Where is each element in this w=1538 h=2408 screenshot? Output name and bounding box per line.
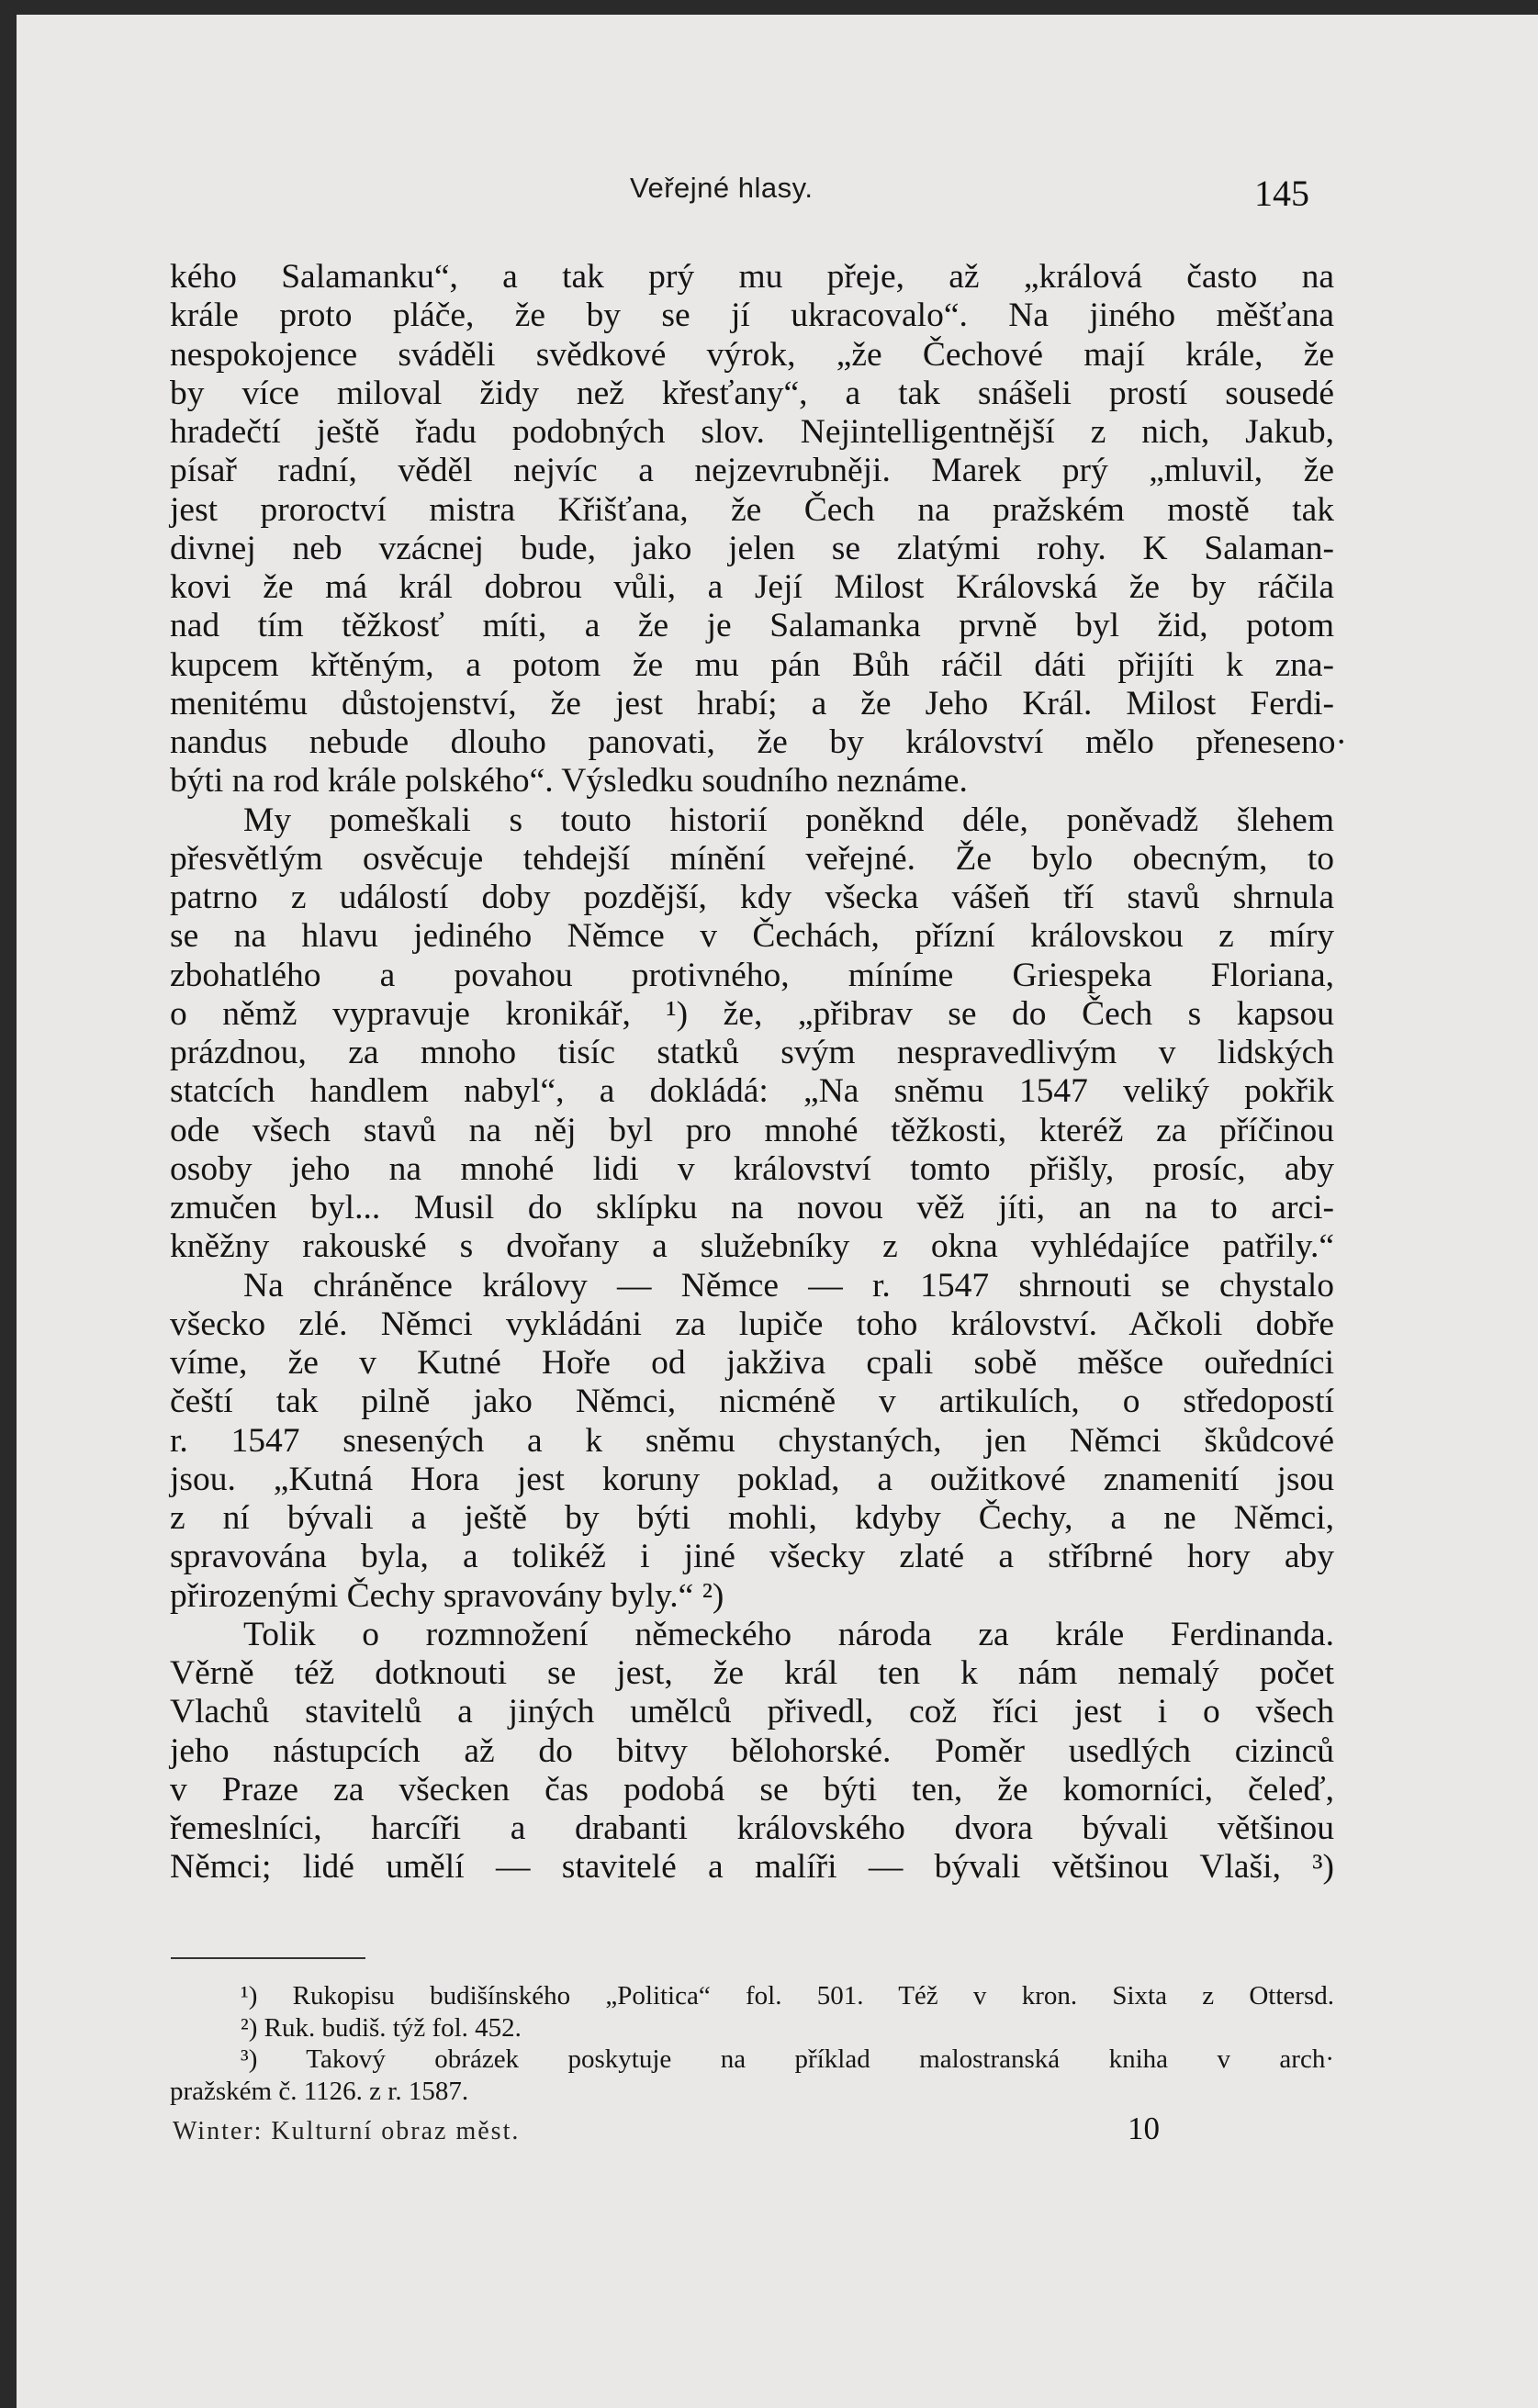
body-text <box>170 258 1347 1887</box>
text-line: všecko zlé. Němci vykládáni za lupiče toho království. Ačkoli dobře <box>170 1305 1334 1343</box>
text-line: spravována byla, a tolikéž i jiné všecky zlaté a stříbrné hory aby <box>170 1538 1334 1576</box>
footnote-continuation: pražském č. 1126. z r. 1587. <box>170 2076 469 2106</box>
text-line: statcích handlem nabyl“, a dokládá: „Na sněmu 1547 veliký pokřik <box>170 1072 1334 1111</box>
text-line: krále proto pláče, že by se jí ukracovalo“. Na jiného měšťana <box>170 297 1334 335</box>
text-line: ode všech stavů na něj byl pro mnohé těžkosti, kteréž za příčinou <box>170 1111 1334 1149</box>
text-line: kého Salamanku“, a tak prý mu přeje, až „králová často na <box>170 258 1334 296</box>
text-line: Němci; lidé umělí — stavitelé a malíři — bývali většinou Vlaši, ³) <box>170 1848 1334 1887</box>
text-line: jest proroctví mistra Křišťana, že Čech na pražském mostě tak <box>170 490 1334 529</box>
running-title: Veřejné hlasy. <box>630 172 814 204</box>
text-line: nandus nebude dlouho panovati, že by království mělo přeneseno· <box>170 723 1347 761</box>
text-line: čeští tak pilně jako Němci, nicméně v artikulích, o středopostí <box>170 1383 1334 1421</box>
footnotes <box>170 1980 1334 2107</box>
text-line: řemeslníci, harcíři a drabanti královského dvora bývali většinou <box>170 1809 1334 1847</box>
text-line: osoby jeho na mnohé lidi v království tomto přišly, prosíc, aby <box>170 1149 1334 1188</box>
text-line: písař radní, věděl nejvíc a nejzevrubněji. Marek prý „mluvil, že <box>170 452 1334 490</box>
text-line: kupcem křtěným, a potom že mu pán Bůh ráčil dáti přijíti k zna- <box>170 645 1334 684</box>
text-line: Vlachů stavitelů a jiných umělců přivedl, což říci jest i o všech <box>170 1693 1334 1731</box>
book-page <box>17 15 1538 2408</box>
text-line: Tolik o rozmnožení německého národa za krále Ferdinanda. <box>243 1615 1334 1653</box>
footnote: ¹) Rukopisu budišínského „Politica“ fol. 501. Též v kron. Sixta z Ottersd. <box>241 1981 1334 2010</box>
text-line: kovi že má král dobrou vůli, a Její Milost Královská že by ráčila <box>170 568 1334 606</box>
text-line: přirozenými Čechy spravovány byly.“ ²) <box>170 1576 724 1615</box>
text-line: My pomeškali s touto historií poněknd déle, poněvadž šlehem <box>243 801 1334 839</box>
text-line: Na chráněnce královy — Němce — r. 1547 shrnouti se chystalo <box>243 1266 1334 1305</box>
text-line: se na hlavu jediného Němce v Čechách, přízní královskou z míry <box>170 917 1334 956</box>
text-line: Věrně též dotknouti se jest, že král ten k nám nemalý počet <box>170 1654 1334 1692</box>
sheet-number: 10 <box>1128 2111 1160 2146</box>
footnote: ³) Takový obrázek poskytuje na příklad malostranská kniha v arch· <box>241 2044 1334 2074</box>
text-line: býti na rod krále polského“. Výsledku soudního neznáme. <box>170 762 968 801</box>
printer-signature: Winter: Kulturní obraz měst. <box>173 2117 521 2145</box>
text-line: kněžny rakouské s dvořany a služebníky z okna vyhlédajíce patřily.“ <box>170 1227 1334 1266</box>
text-line: r. 1547 snesených a k sněmu chystaných, jen Němci škůdcové <box>170 1421 1334 1460</box>
text-line: by více miloval židy než křesťany“, a tak snášeli prostí sousedé <box>170 374 1334 412</box>
text-line: nad tím těžkosť míti, a že je Salamanka prvně byl žid, potom <box>170 607 1334 645</box>
text-line: hradečtí ještě řadu podobných slov. Nejintelligentnější z nich, Jakub, <box>170 413 1334 451</box>
footnote-divider <box>171 1957 365 1959</box>
text-line: menitému důstojenství, že jest hrabí; a že Jeho Král. Milost Ferdi- <box>170 684 1334 722</box>
text-line: prázdnou, za mnoho tisíc statků svým nespravedlivým v lidských <box>170 1034 1334 1071</box>
footnote: ²) Ruk. budiš. týž fol. 452. <box>241 2012 522 2043</box>
text-line: zmučen byl... Musil do sklípku na novou věž jíti, an na to arci- <box>170 1189 1334 1226</box>
text-line: v Praze za všecken čas podobá se býti ten, že komorníci, čeleď, <box>170 1770 1334 1809</box>
page-number: 145 <box>1254 173 1309 214</box>
text-line: zbohatlého a povahou protivného, míníme Griespeka Floriana, <box>170 956 1334 994</box>
text-line: patrno z událostí doby pozdější, kdy všecka vášeň tří stavů shrnula <box>170 879 1334 916</box>
text-line: přesvětlým osvěcuje tehdejší mínění veřejné. Že bylo obecným, to <box>170 839 1334 878</box>
text-line: jeho nástupcích až do bitvy bělohorské. Poměr usedlých cizinců <box>170 1731 1334 1770</box>
text-line: nespokojence sváděli svědkové výrok, „že Čechové mají krále, že <box>170 335 1334 374</box>
text-line: o němž vypravuje kronikář, ¹) že, „přibrav se do Čech s kapsou <box>170 994 1334 1033</box>
text-line: divnej neb vzácnej bude, jako jelen se zlatými rohy. K Salaman- <box>170 529 1334 567</box>
text-line: z ní bývali a ještě by býti mohli, kdyby Čechy, a ne Němci, <box>170 1499 1334 1537</box>
page-header <box>17 166 1538 221</box>
text-line: víme, že v Kutné Hoře od jakživa cpali sobě měšce ouředníci <box>170 1344 1334 1382</box>
text-line: jsou. „Kutná Hora jest koruny poklad, a oužitkové znamenití jsou <box>170 1460 1334 1498</box>
